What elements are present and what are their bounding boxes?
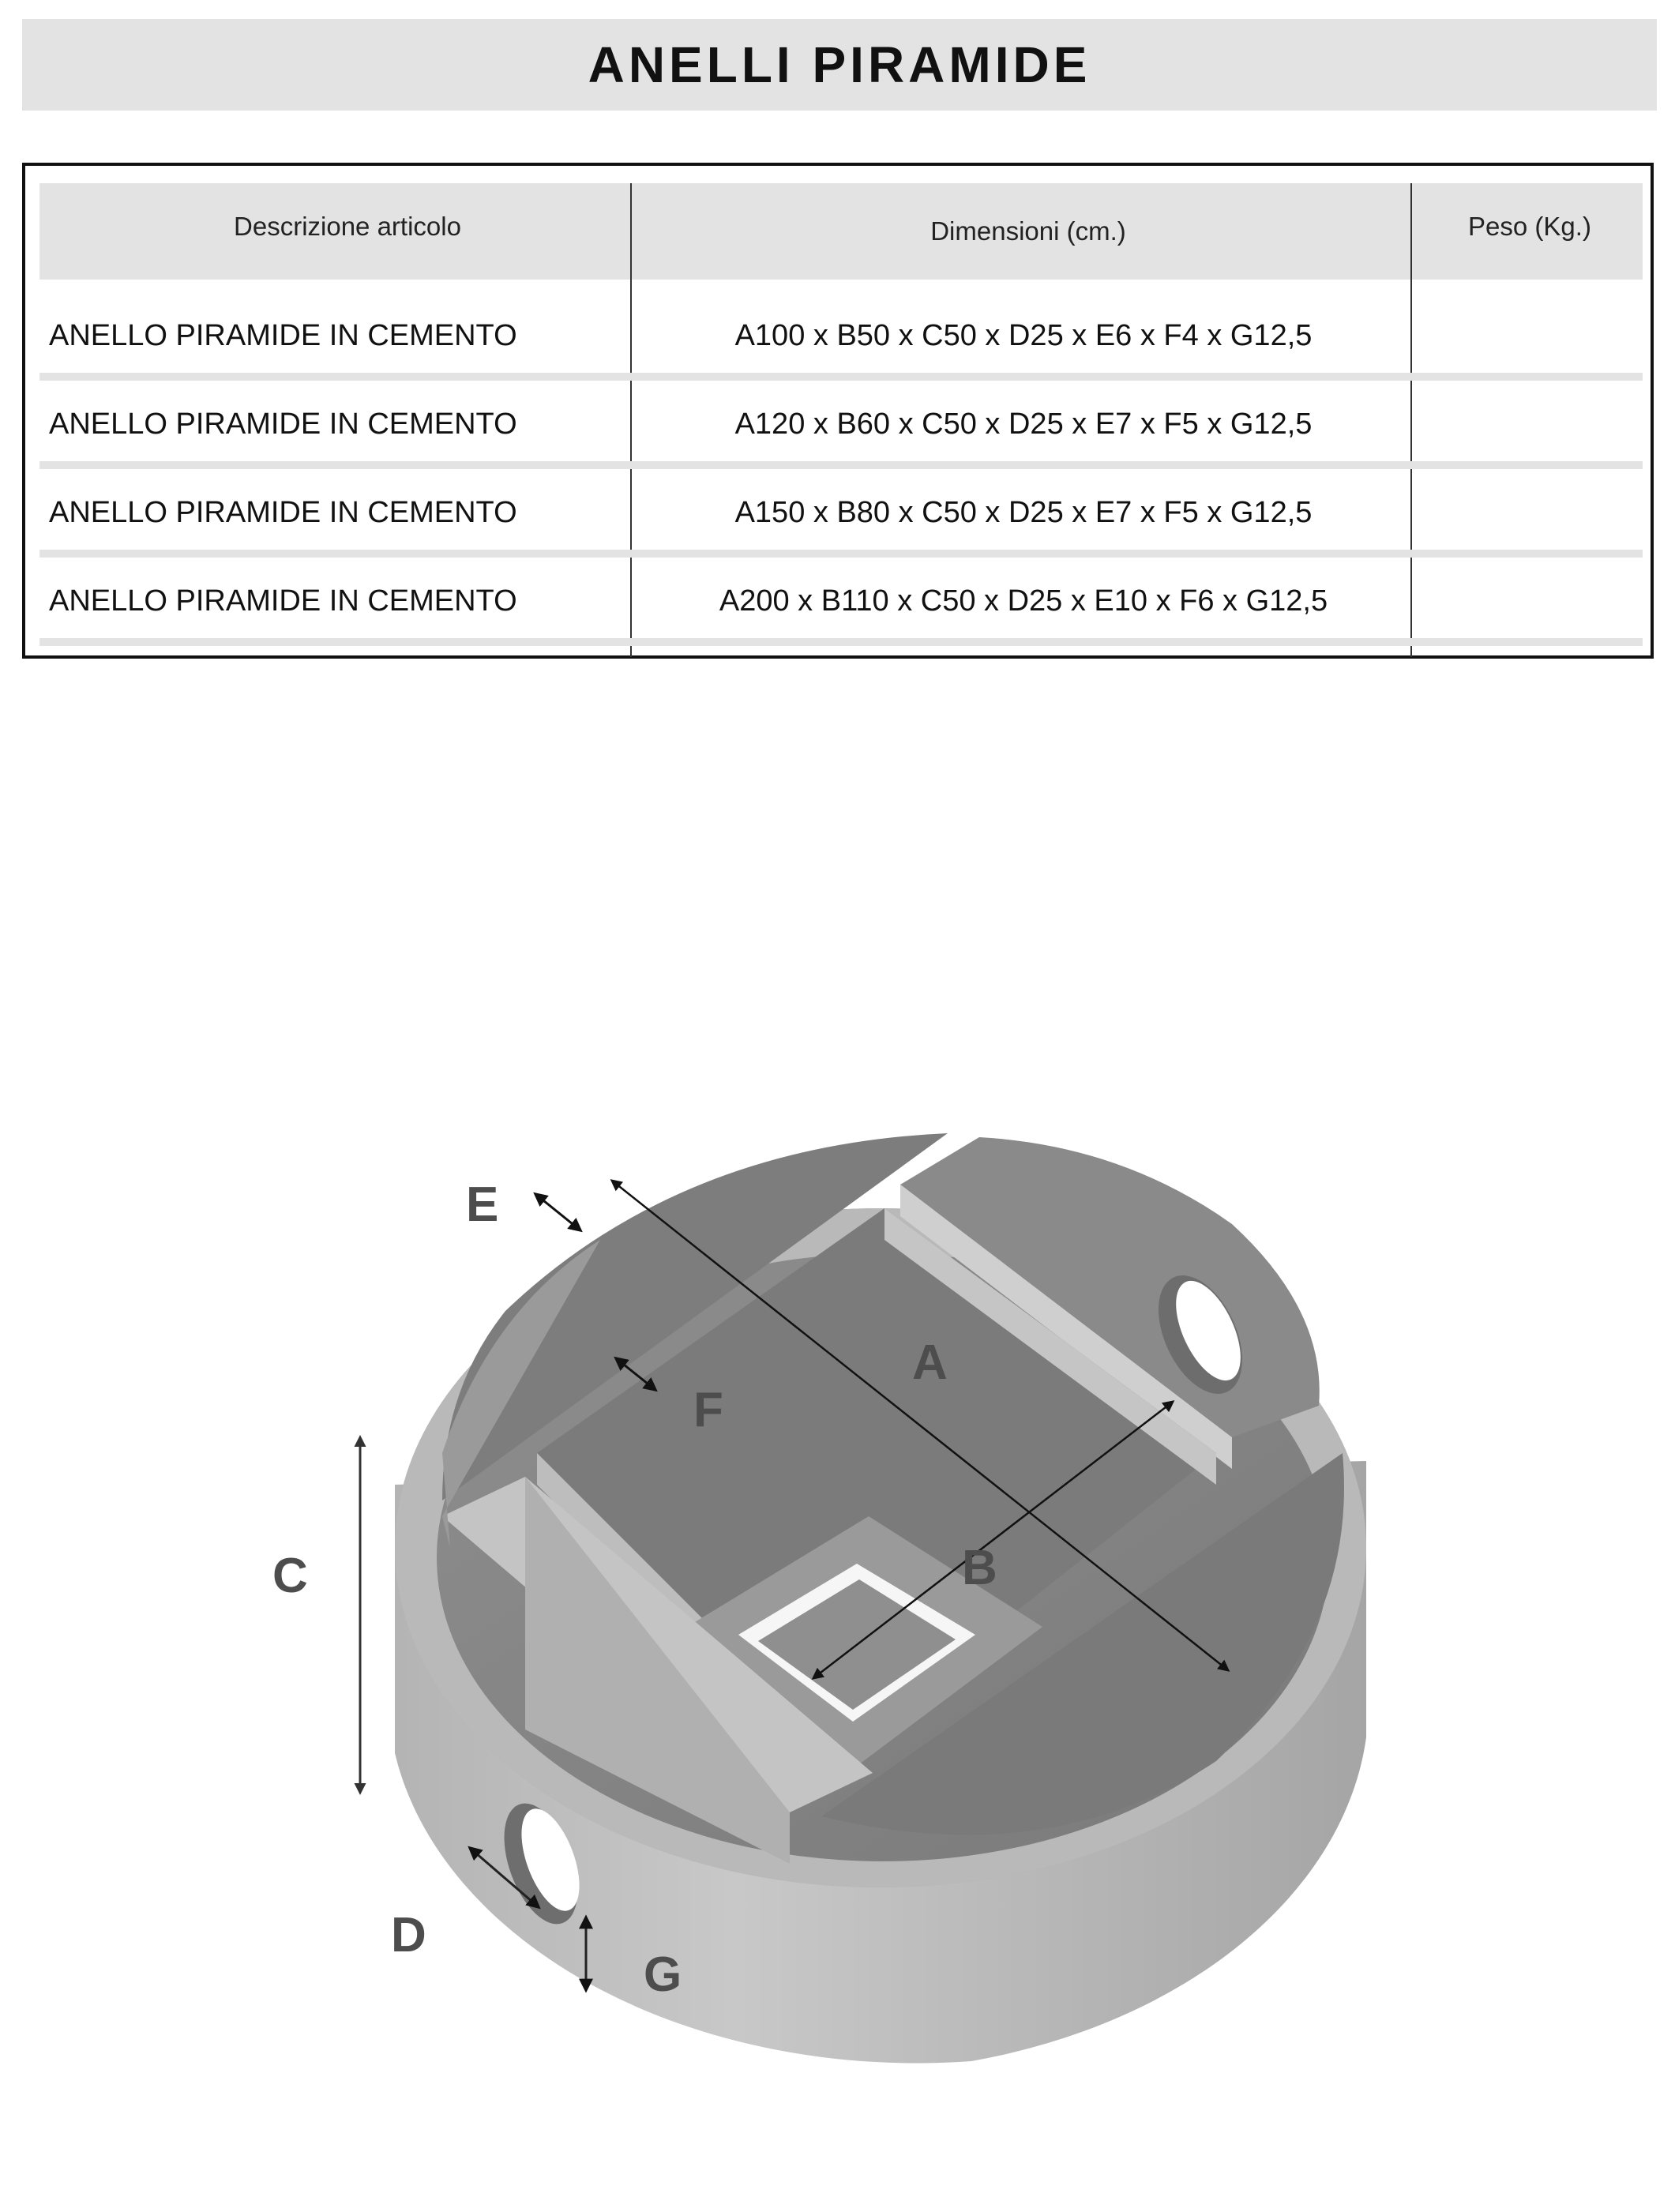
label-a: A — [912, 1335, 948, 1390]
page-title: ANELLI PIRAMIDE — [588, 36, 1091, 93]
row-description: ANELLO PIRAMIDE IN CEMENTO — [49, 584, 517, 618]
ring-diagram — [0, 1074, 1675, 2132]
row-dimensions: A100 x B50 x C50 x D25 x E6 x F4 x G12,5 — [734, 319, 1313, 352]
label-e: E — [466, 1177, 499, 1232]
ring-drawing — [0, 1074, 1675, 2132]
header-weight: Peso (Kg.) — [1468, 212, 1591, 241]
label-g: G — [644, 1947, 682, 2002]
title-bar — [22, 19, 1657, 111]
row-separator — [39, 638, 1643, 646]
row-separator — [39, 461, 1643, 469]
dimensions-table — [22, 163, 1654, 659]
row-dimensions: A120 x B60 x C50 x D25 x E7 x F5 x G12,5 — [734, 407, 1313, 441]
label-f: F — [693, 1383, 723, 1437]
label-d: D — [391, 1908, 426, 1962]
row-separator — [39, 550, 1643, 558]
row-description: ANELLO PIRAMIDE IN CEMENTO — [49, 496, 517, 529]
row-dimensions: A150 x B80 x C50 x D25 x E7 x F5 x G12,5 — [734, 496, 1313, 529]
row-separator — [39, 373, 1643, 381]
label-c: C — [272, 1549, 308, 1603]
row-dimensions: A200 x B110 x C50 x D25 x E10 x F6 x G12,5 — [719, 584, 1328, 618]
row-description: ANELLO PIRAMIDE IN CEMENTO — [49, 319, 517, 352]
header-description: Descrizione articolo — [234, 212, 461, 241]
label-b: B — [962, 1541, 997, 1595]
column-divider — [630, 183, 632, 657]
header-dimensions: Dimensioni (cm.) — [930, 216, 1126, 246]
row-description: ANELLO PIRAMIDE IN CEMENTO — [49, 407, 517, 441]
